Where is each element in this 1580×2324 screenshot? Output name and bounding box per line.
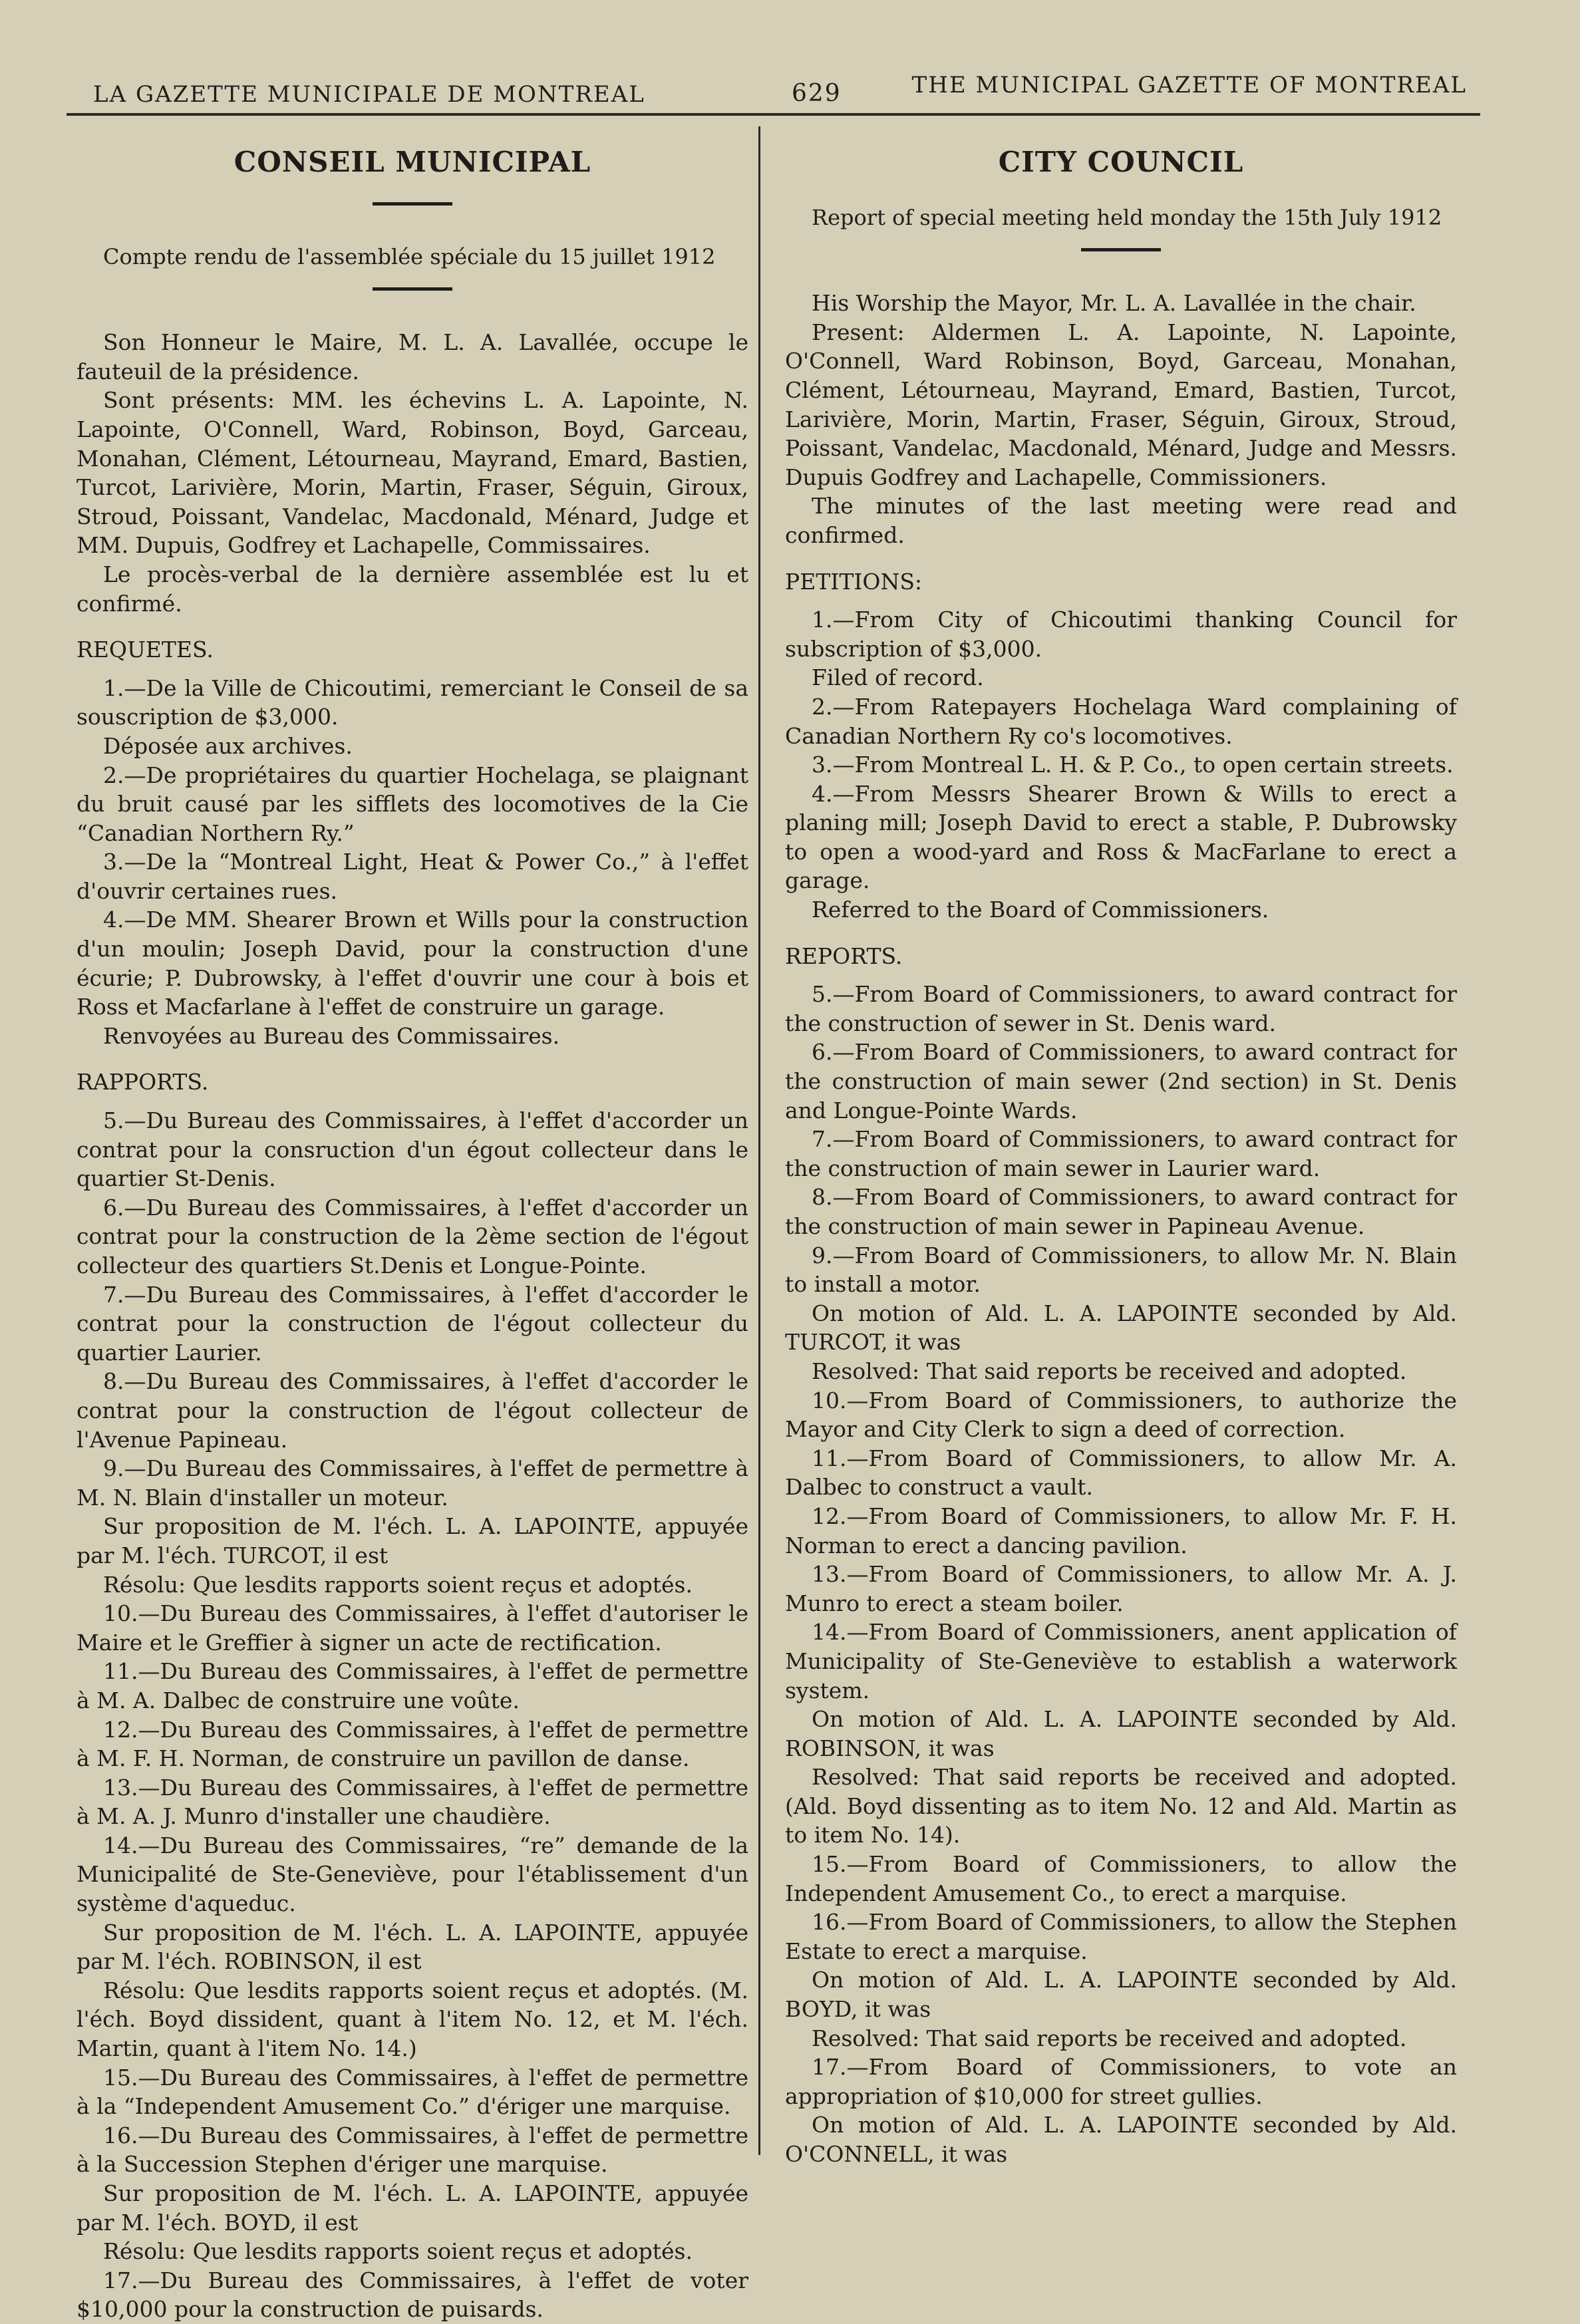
body-paragraph: Résolu: Que lesdits rapports soient reçus et adoptés. bbox=[103, 2238, 693, 2265]
body-paragraph: Sont présents: MM. les échevins L. A. Lapointe, N. Lapointe, O'Connell, Ward, Robinson, Boyd, Garceau, Monahan, Clément, Létourneau, Mayrand, Emard, Bastien, Turcot, Larivière, Morin, Martin, Fraser, Séguin, Giroux, Stroud, Poissant, Vandelac, Macdonald, Ménard, Judge et MM. Dupuis, Godfrey et Lachapelle, Commissaires. bbox=[77, 387, 748, 559]
subtitle-rule bbox=[373, 287, 452, 291]
english-report-heading: Report of special meeting held monday the 15th July 1912 bbox=[812, 204, 1442, 230]
body-paragraph: Resolved: That said reports be received and adopted. bbox=[812, 1358, 1407, 1384]
body-paragraph: Sur proposition de M. l'éch. L. A. LAPOINTE, appuyée par M. l'éch. BOYD, il est bbox=[77, 2180, 748, 2236]
page-number: 629 bbox=[792, 80, 842, 107]
body-paragraph: 15.—From Board of Commissioners, to allow the Independent Amusement Co., to erect a marquise. bbox=[785, 1851, 1457, 1906]
body-paragraph: 7.—Du Bureau des Commissaires, à l'effet d'accorder le contrat pour la construction de l'égout collecteur du quartier Laurier. bbox=[77, 1281, 748, 1366]
body-paragraph: 10.—From Board of Commissioners, to authorize the Mayor and City Clerk to sign a deed of correction. bbox=[785, 1387, 1457, 1443]
header-french-title: LA GAZETTE MUNICIPALE DE MONTREAL bbox=[93, 81, 645, 108]
header-english-title: THE MUNICIPAL GAZETTE OF MONTREAL bbox=[911, 72, 1467, 98]
body-paragraph: 6.—From Board of Commissioners, to award contract for the construction of main sewer (2nd section) in St. Denis and Longue-Pointe Wards. bbox=[785, 1039, 1457, 1123]
body-paragraph: 5.—From Board of Commissioners, to award contract for the construction of sewer in St. Denis ward. bbox=[785, 981, 1457, 1036]
body-paragraph: 8.—From Board of Commissioners, to award contract for the construction of main sewer in Papineau Avenue. bbox=[785, 1184, 1457, 1239]
body-paragraph: Filed of record. bbox=[812, 664, 984, 691]
body-paragraph: Son Honneur le Maire, M. L. A. Lavallée, occupe le fauteuil de la présidence. bbox=[77, 329, 748, 384]
body-paragraph: 4.—De MM. Shearer Brown et Wills pour la construction d'un moulin; Joseph David, pour la construction d'une écurie; P. Dubrowsky, à l'effet d'ouvrir une cour à bois et Ross et Macfarlane à l'effet de construire un garage. bbox=[77, 907, 748, 1020]
body-paragraph: Le procès-verbal de la dernière assemblée est lu et confirmé. bbox=[77, 561, 748, 617]
body-paragraph: 12.—Du Bureau des Commissaires, à l'effet de permettre à M. F. H. Norman, de construire un pavillon de danse. bbox=[77, 1716, 748, 1772]
body-paragraph: REPORTS. bbox=[785, 943, 903, 969]
body-paragraph: 12.—From Board of Commissioners, to allow Mr. F. H. Norman to erect a dancing pavilion. bbox=[785, 1503, 1457, 1558]
body-paragraph: 16.—From Board of Commissioners, to allow the Stephen Estate to erect a marquise. bbox=[785, 1909, 1457, 1964]
english-section-title: CITY COUNCIL bbox=[998, 146, 1244, 178]
body-paragraph: 16.—Du Bureau des Commissaires, à l'effet de permettre à la Succession Stephen d'ériger une marquise. bbox=[77, 2122, 748, 2178]
french-column bbox=[77, 140, 748, 2324]
body-paragraph: 2.—From Ratepayers Hochelaga Ward complaining of Canadian Northern Ry co's locomotives. bbox=[785, 693, 1457, 749]
body-paragraph: 2.—De propriétaires du quartier Hochelaga, se plaignant du bruit causé par les sifflets des locomotives de la Cie “Canadian Northern Ry.” bbox=[77, 762, 748, 846]
subtitle-rule bbox=[1081, 248, 1161, 251]
body-paragraph: Déposée aux archives. bbox=[103, 732, 353, 759]
body-paragraph: Résolu: Que lesdits rapports soient reçus et adoptés. bbox=[103, 1571, 693, 1598]
body-paragraph: 9.—Du Bureau des Commissaires, à l'effet de permettre à M. N. Blain d'installer un moteur. bbox=[77, 1455, 748, 1511]
body-paragraph: Resolved: That said reports be received and adopted. (Ald. Boyd dissenting as to item No. 12 and Ald. Martin as to item No. 14). bbox=[785, 1764, 1457, 1848]
body-paragraph: 15.—Du Bureau des Commissaires, à l'effet de permettre à la “Independent Amusement Co.” d'ériger une marquise. bbox=[77, 2064, 748, 2120]
body-paragraph: 14.—Du Bureau des Commissaires, “re” demande de la Municipalité de Ste-Geneviève, pour l'établissement d'un système d'aqueduc. bbox=[77, 1832, 748, 1917]
body-paragraph: The minutes of the last meeting were read and confirmed. bbox=[785, 493, 1457, 548]
body-paragraph: 8.—Du Bureau des Commissaires, à l'effet d'accorder le contrat pour la construction de l'égout collecteur de l'Avenue Papineau. bbox=[77, 1368, 748, 1453]
body-paragraph: On motion of Ald. L. A. LAPOINTE seconded by Ald. BOYD, it was bbox=[785, 1967, 1457, 2023]
body-paragraph: 3.—De la “Montreal Light, Heat & Power Co.,” à l'effet d'ouvrir certaines rues. bbox=[77, 849, 748, 904]
body-paragraph: 11.—Du Bureau des Commissaires, à l'effet de permettre à M. A. Dalbec de construire une voûte. bbox=[77, 1658, 748, 1713]
body-paragraph: PETITIONS: bbox=[785, 568, 923, 595]
body-paragraph: 1.—From City of Chicoutimi thanking Council for subscription of $3,000. bbox=[785, 607, 1457, 662]
body-paragraph: Sur proposition de M. l'éch. L. A. LAPOINTE, appuyée par M. l'éch. ROBINSON, il est bbox=[77, 1919, 748, 1975]
french-report-heading: Compte rendu de l'assemblée spéciale du 15 juillet 1912 bbox=[103, 243, 716, 269]
english-column bbox=[785, 140, 1457, 2169]
english-body bbox=[785, 289, 1457, 2168]
column-divider bbox=[758, 126, 760, 2155]
body-paragraph: 17.—From Board of Commissioners, to vote an appropriation of $10,000 for street gullies. bbox=[785, 2054, 1457, 2109]
body-paragraph: 7.—From Board of Commissioners, to award contract for the construction of main sewer in Laurier ward. bbox=[785, 1126, 1457, 1181]
body-paragraph: 5.—Du Bureau des Commissaires, à l'effet d'accorder un contrat pour la consruction d'un égout collecteur dans le quartier St-Denis. bbox=[77, 1107, 748, 1192]
body-paragraph: 4.—From Messrs Shearer Brown & Wills to erect a planing mill; Joseph David to erect a stable, P. Dubrowsky to open a wood-yard and Ross & MacFarlane to erect a garage. bbox=[785, 780, 1457, 894]
body-paragraph: Resolved: That said reports be received and adopted. bbox=[812, 2025, 1407, 2051]
body-paragraph: 10.—Du Bureau des Commissaires, à l'effet d'autoriser le Maire et le Greffier à signer un acte de rectification. bbox=[77, 1600, 748, 1656]
body-paragraph: Present: Aldermen L. A. Lapointe, N. Lapointe, O'Connell, Ward Robinson, Boyd, Garceau, Monahan, Clément, Létourneau, Mayrand, Emard, Bastien, Turcot, Larivière, Morin, Martin, Fraser, Séguin, Giroux, Stroud, Poissant, Vandelac, Macdonald, Ménard, Judge and Messrs. Dupuis Godfrey and Lachapelle, Commissioners. bbox=[785, 319, 1457, 490]
body-paragraph: 13.—From Board of Commissioners, to allow Mr. A. J. Munro to erect a steam boiler. bbox=[785, 1561, 1457, 1616]
body-paragraph: RAPPORTS. bbox=[77, 1069, 209, 1095]
body-paragraph: On motion of Ald. L. A. LAPOINTE seconded by Ald. O'CONNELL, it was bbox=[785, 2112, 1457, 2167]
body-paragraph: His Worship the Mayor, Mr. L. A. Lavallée in the chair. bbox=[812, 290, 1416, 317]
body-paragraph: REQUETES. bbox=[77, 637, 214, 663]
body-paragraph: On motion of Ald. L. A. LAPOINTE seconded by Ald. ROBINSON, it was bbox=[785, 1706, 1457, 1761]
title-rule bbox=[373, 202, 452, 206]
body-paragraph: 6.—Du Bureau des Commissaires, à l'effet d'accorder un contrat pour la construction de la 2ème section de l'égout collecteur des quartiers St.Denis et Longue-Pointe. bbox=[77, 1194, 748, 1278]
body-paragraph: Referred to the Board of Commissioners. bbox=[812, 897, 1269, 923]
body-paragraph: 14.—From Board of Commissioners, anent application of Municipality of Ste-Geneviève to establish a waterwork system. bbox=[785, 1619, 1457, 1703]
body-paragraph: On motion of Ald. L. A. LAPOINTE seconded by Ald. TURCOT, it was bbox=[785, 1300, 1457, 1356]
body-paragraph: Sur proposition de M. l'éch. L. A. LAPOINTE, appuyée par M. l'éch. TURCOT, il est bbox=[77, 1513, 748, 1568]
body-paragraph: 11.—From Board of Commissioners, to allow Mr. A. Dalbec to construct a vault. bbox=[785, 1445, 1457, 1501]
page-header bbox=[67, 67, 1480, 116]
body-paragraph: 1.—De la Ville de Chicoutimi, remerciant le Conseil de sa souscription de $3,000. bbox=[77, 674, 748, 730]
body-paragraph: Résolu: Que lesdits rapports soient reçus et adoptés. (M. l'éch. Boyd dissident, quant à l'item No. 12, et M. l'éch. Martin, quant à l'item No. 14.) bbox=[77, 1977, 748, 2062]
french-body bbox=[77, 328, 748, 2324]
body-paragraph: 17.—Du Bureau des Commissaires, à l'effet de voter $10,000 pour la construction de puisards. bbox=[77, 2267, 748, 2323]
body-paragraph: 9.—From Board of Commissioners, to allow Mr. N. Blain to install a motor. bbox=[785, 1242, 1457, 1298]
french-section-title: CONSEIL MUNICIPAL bbox=[234, 146, 591, 178]
body-paragraph: 13.—Du Bureau des Commissaires, à l'effet de permettre à M. A. J. Munro d'installer une chaudière. bbox=[77, 1774, 748, 1830]
body-paragraph: Renvoyées au Bureau des Commissaires. bbox=[103, 1022, 560, 1049]
body-paragraph: 3.—From Montreal L. H. & P. Co., to open certain streets. bbox=[812, 752, 1454, 778]
